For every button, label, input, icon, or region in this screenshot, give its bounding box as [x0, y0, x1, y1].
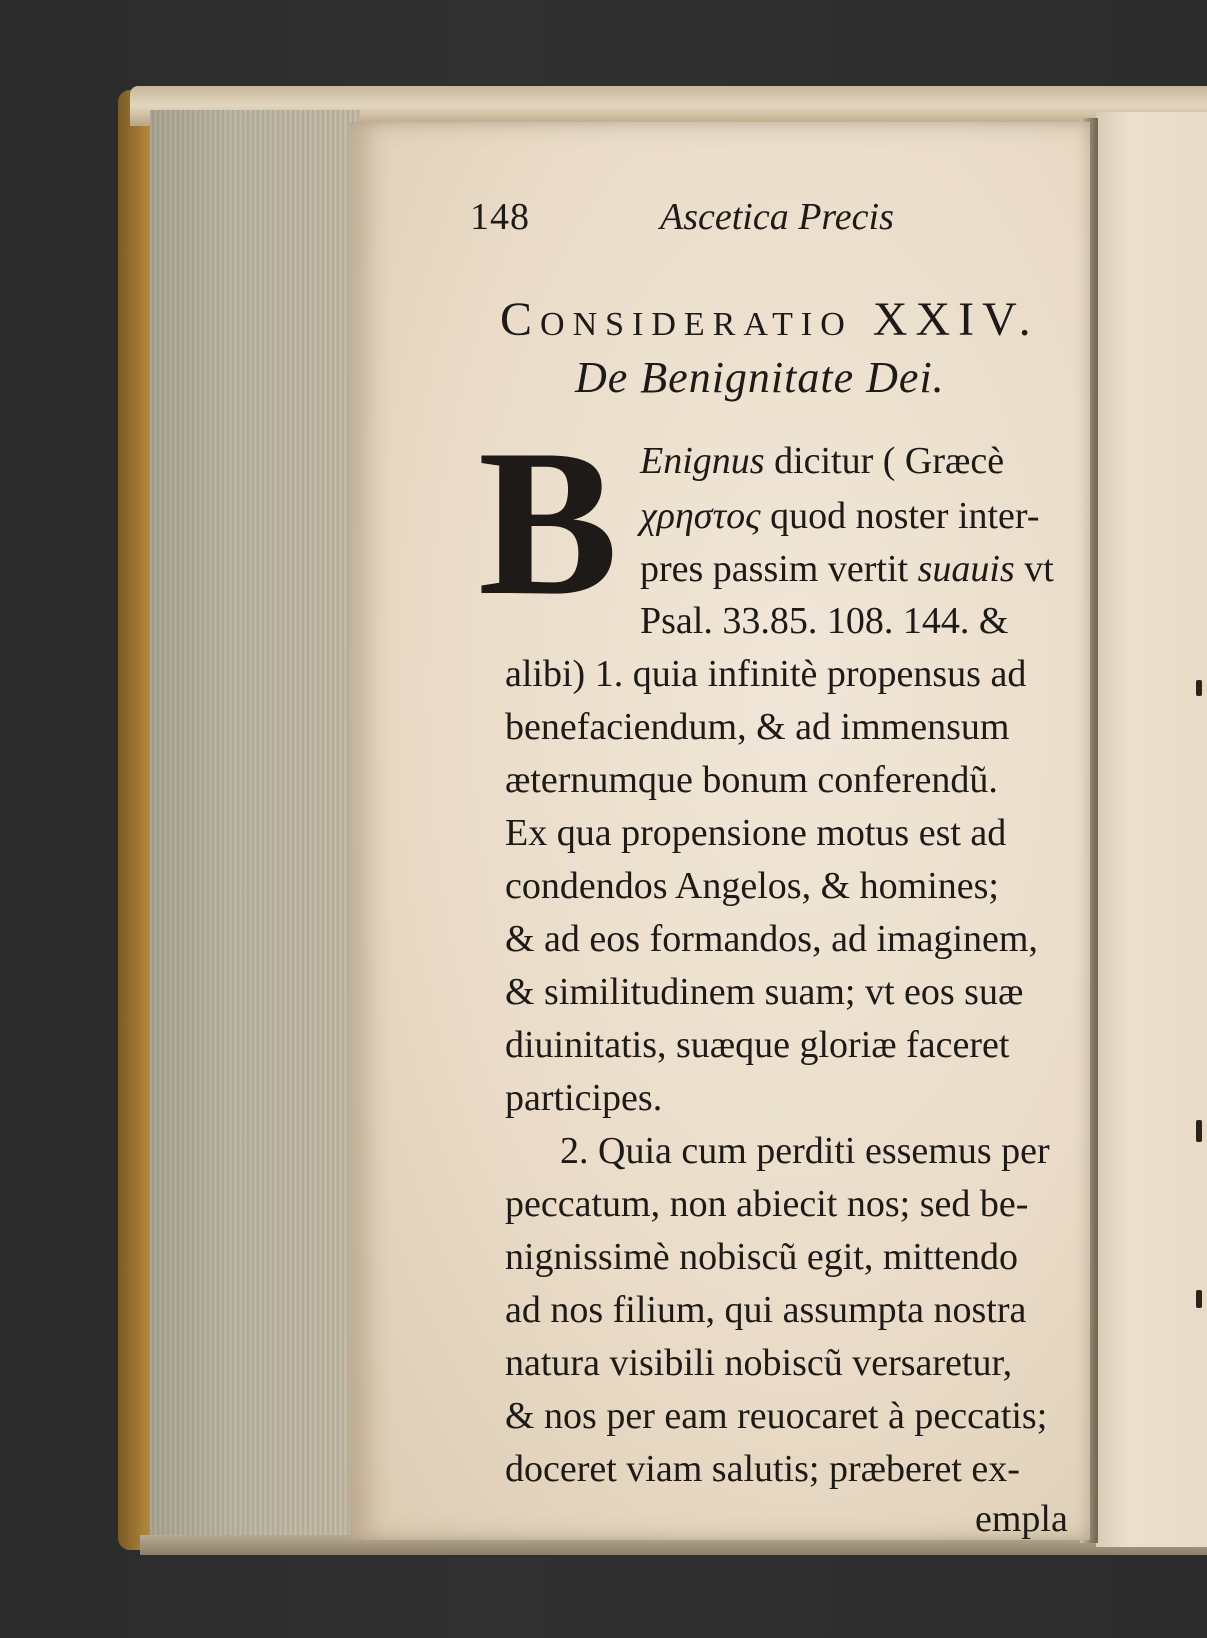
text-run: Ex qua propensione motus est ad: [505, 812, 1007, 854]
text-run: quod noster inter-: [760, 495, 1040, 537]
page-stack-shade: [150, 110, 360, 1550]
text-line: [505, 814, 1006, 852]
text-line: [505, 1397, 1047, 1435]
facing-page-mark: [1196, 680, 1202, 696]
text-run: & ad eos formandos, ad imaginem,: [505, 918, 1038, 960]
text-line: [640, 602, 1008, 640]
text-run: alibi) 1. quia infinitè propensus ad: [505, 653, 1027, 695]
text-line: [505, 1344, 1012, 1382]
text-run: benefaciendum, & ad immensum: [505, 706, 1010, 748]
text-run: diuinitatis, suæque gloriæ faceret: [505, 1024, 1010, 1066]
text-line: [640, 497, 1039, 535]
text-line: [505, 1026, 1009, 1064]
text-line: [505, 867, 999, 905]
text-line: [505, 1238, 1018, 1276]
facing-page-mark: [1196, 1120, 1202, 1142]
text-run: natura visibili nobiscũ versaretur,: [505, 1342, 1013, 1384]
drop-capital: B: [478, 407, 619, 639]
section-heading: Consideratio XXIV.: [500, 293, 1039, 346]
text-run: dicitur ( Græcè: [764, 440, 1005, 482]
text-line: [505, 1450, 1020, 1488]
text-line: [505, 1185, 1028, 1223]
text-run: æternumque bonum conferendũ.: [505, 759, 998, 801]
text-line: [505, 708, 1009, 746]
text-line: [640, 442, 1004, 480]
text-run: condendos Angelos, & homines;: [505, 865, 999, 907]
text-line: [640, 550, 1054, 588]
text-line: [560, 1132, 1050, 1170]
text-run: pres passim vertit: [640, 548, 918, 590]
text-line: [505, 1079, 662, 1117]
text-italic: Enignus: [640, 440, 765, 482]
text-run: doceret viam salutis; præberet ex-: [505, 1448, 1020, 1490]
text-run: vt: [1014, 548, 1054, 590]
text-line: [505, 1291, 1026, 1329]
text-run: & nos per eam reuocaret à peccatis;: [505, 1395, 1048, 1437]
text-line: [505, 973, 1023, 1011]
text-run: participes.: [505, 1077, 663, 1119]
facing-page: [1096, 112, 1207, 1547]
text-line: [505, 920, 1038, 958]
text-italic: suauis: [917, 548, 1015, 590]
catchword: empla: [975, 1498, 1068, 1540]
section-subheading: De Benignitate Dei.: [575, 353, 945, 402]
text-run: peccatum, non abiecit nos; sed be-: [505, 1183, 1029, 1225]
text-run: ad nos filium, qui assumpta nostra: [505, 1289, 1027, 1331]
running-head: Ascetica Precis: [660, 196, 894, 238]
page-number: 148: [470, 196, 530, 238]
facing-page-mark: [1196, 1290, 1202, 1308]
text-line: [505, 655, 1026, 693]
text-italic: χρηστος: [640, 495, 761, 537]
text-run: & similitudinem suam; vt eos suæ: [505, 971, 1024, 1013]
text-line: [505, 761, 998, 799]
text-run: nignissimè nobiscũ egit, mittendo: [505, 1236, 1018, 1278]
text-run: Psal. 33.85. 108. 144. &: [640, 600, 1009, 642]
text-run: 2. Quia cum perditi essemus per: [560, 1130, 1050, 1172]
